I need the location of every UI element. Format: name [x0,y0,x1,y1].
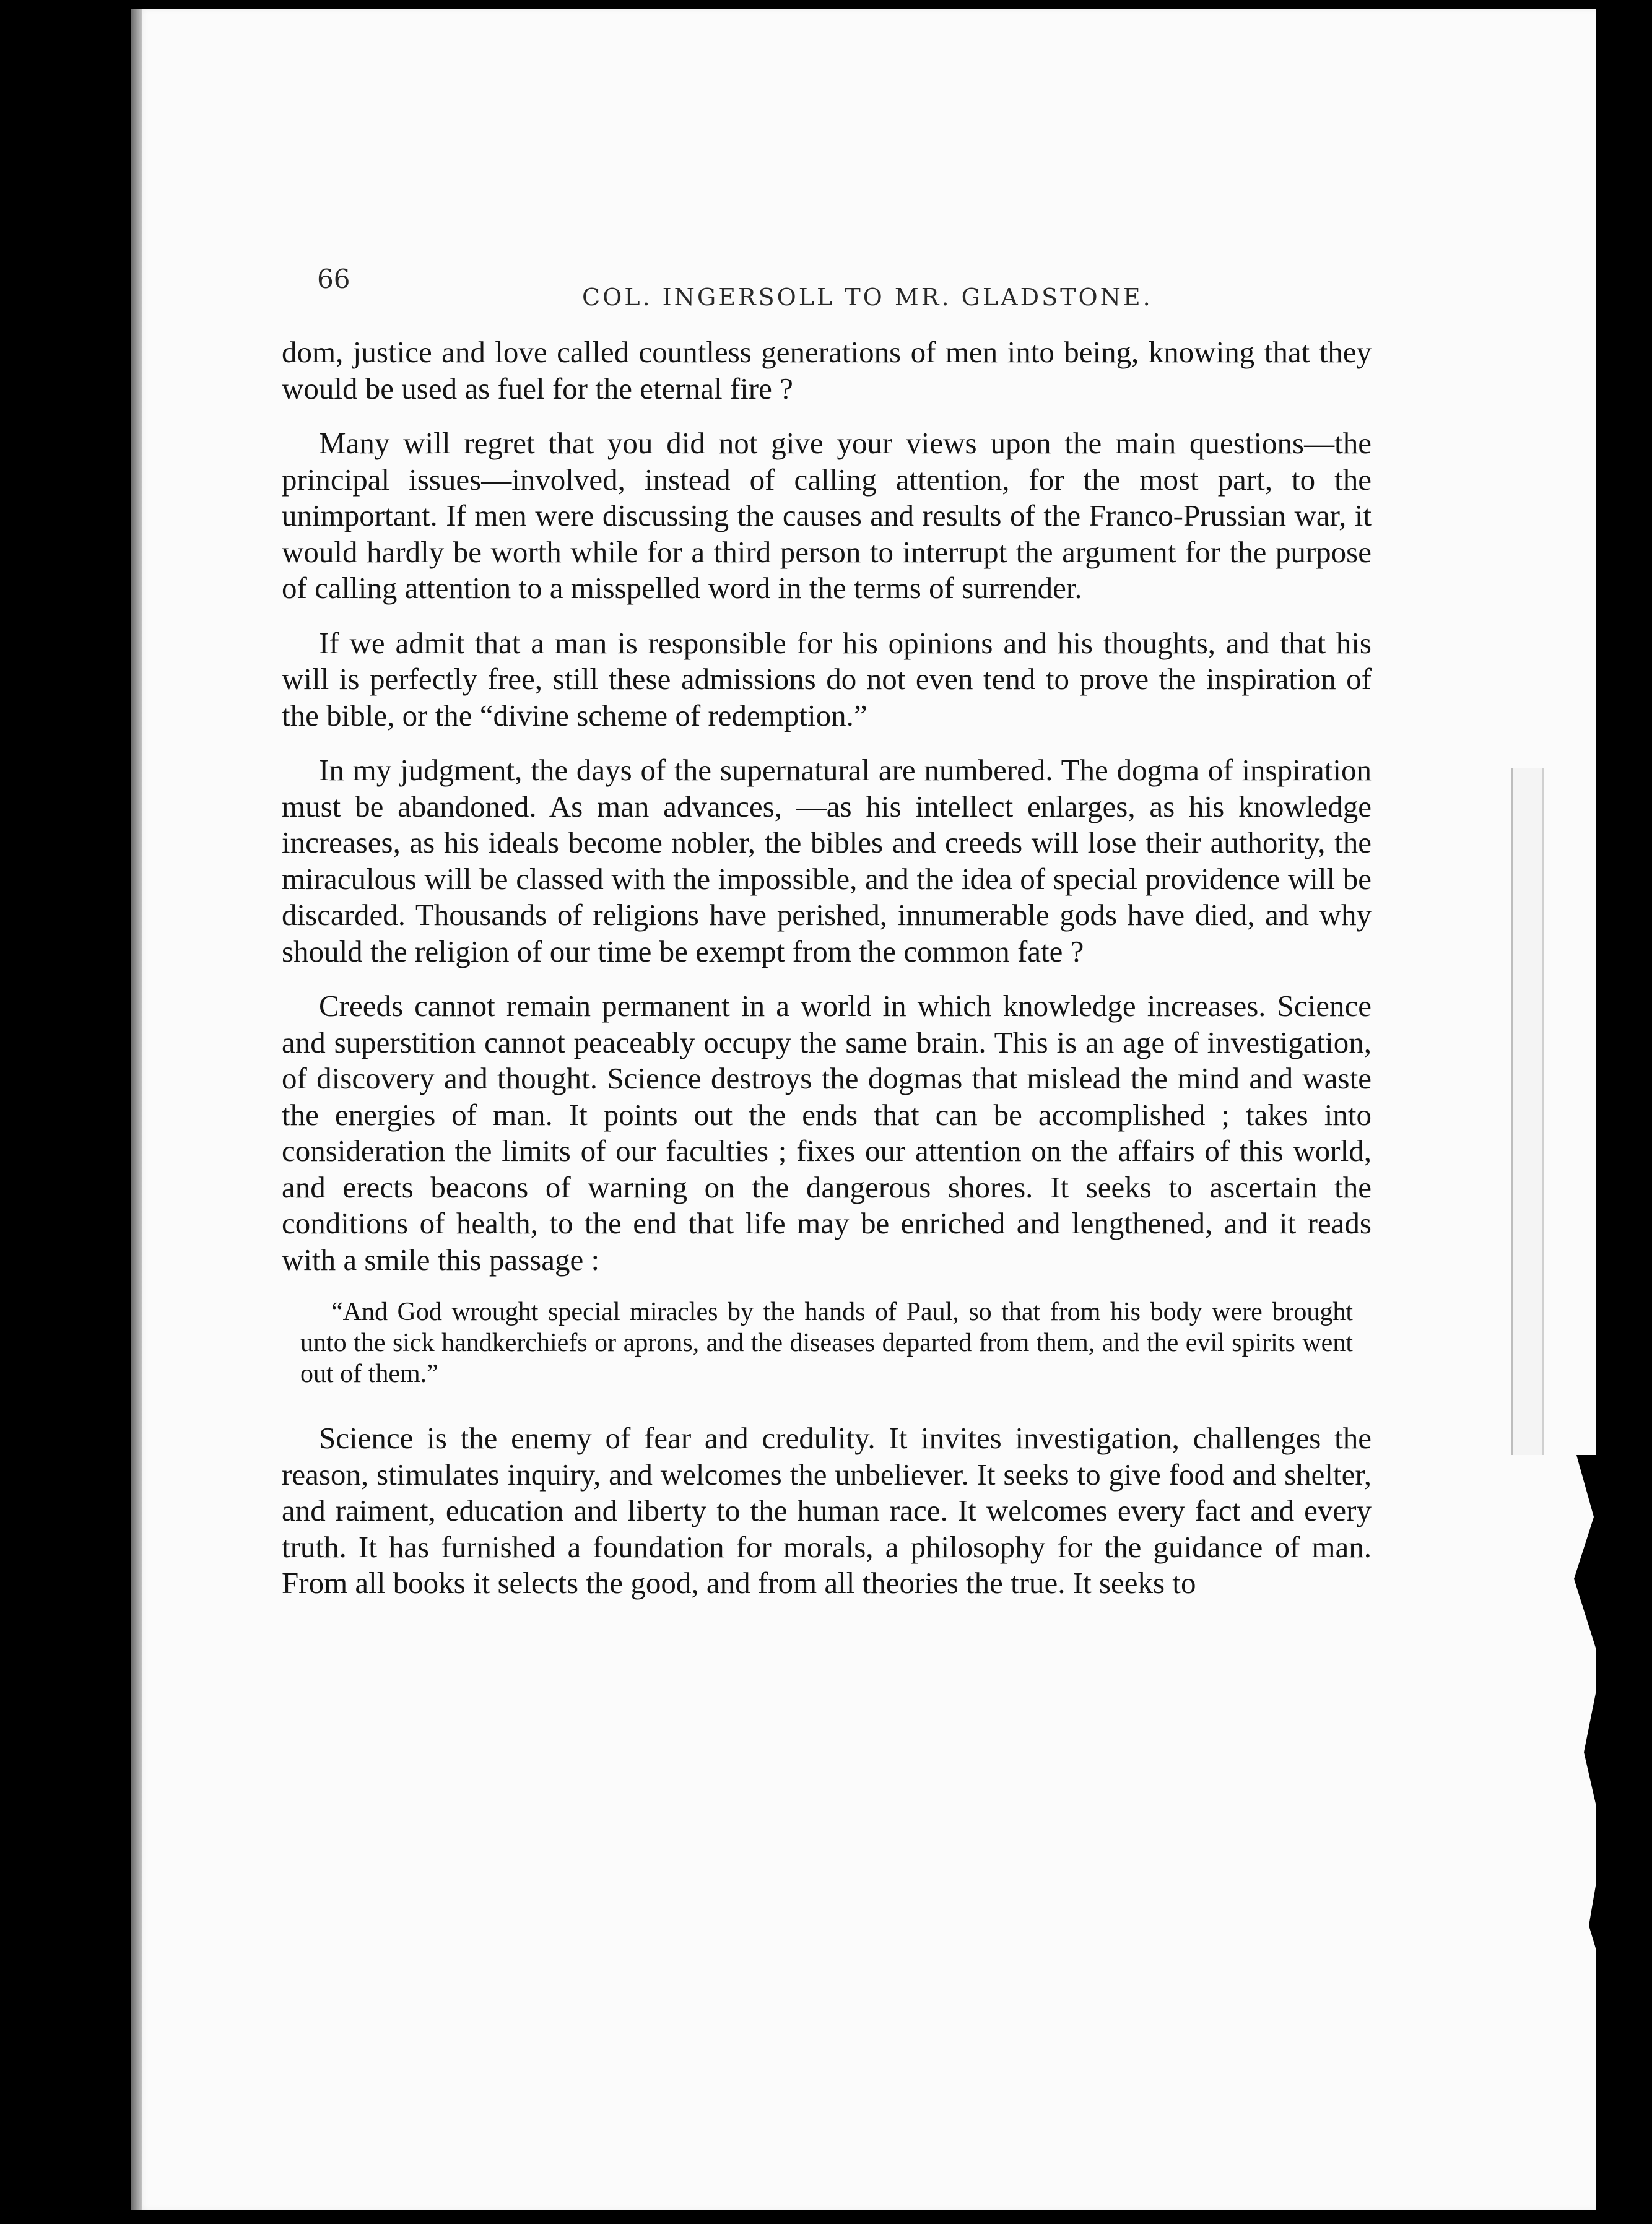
running-head: COL. INGERSOLL TO MR. GLADSTONE. [582,284,1153,311]
paragraph-5: Creeds cannot remain permanent in a world in which knowledge increases. Science and superstition cannot peaceably occupy the same brain. This is an age of investigation, of discovery and thought. Science destroys the dogmas that mislead the mind and waste the energies of man. It points out the ends that can be accomplished ; takes into consideration the limits of our faculties ; fixes our attention on the affairs of this world, and erects beacons of warning on the dangerous shores. It seeks to ascertain the conditions of health, to the end that life may be enriched and lengthened, and it reads with a smile this passage : [282,989,1372,1277]
paragraph-2: Many will regret that you did not give your views upon the main questions—the principal issues—involved, instead of calling attention, for the most part, to the unimportant. If men were discussing the causes and results of the Franco-Prussian war, it would hardly be worth while for a third person to interrupt the argument for the purpose of calling attention to a misspelled word in the terms of surrender. [282,426,1372,605]
scripture-quote: “And God wrought special miracles by the hands of Paul, so that from his body were brought unto the sick handkerchiefs or aprons, and the diseases departed from them, and the evil spirits went out of them.” [300,1298,1353,1388]
binding-tape [1511,768,1544,1455]
paragraph-4: In my judgment, the days of the supernatural are numbered. The dogma of inspiration must be abandoned. As man advances, —as his intellect enlarges, as his knowledge increases, as his ideals become nobler, the bibles and creeds will lose their authority, the miraculous will be classed with the impossible, and the idea of special providence will be discarded. Thousands of religions have perished, innumerable gods have died, and why should the religion of our time be exempt from the common fate ? [282,753,1372,968]
page-number: 66 [317,264,350,294]
page-gutter-shadow [131,9,142,2210]
body-text [282,334,1372,1620]
paragraph-6: Science is the enemy of fear and credulity. It invites investigation, challenges the reason, stimulates inquiry, and welcomes the unbeliever. It seeks to give food and shelter, and raiment, education and liberty to the human race. It welcomes every fact and every truth. It has furnished a foundation for morals, a philosophy for the guidance of man. From all books it selects the good, and from all theories the true. It seeks to [282,1421,1372,1600]
paragraph-3: If we admit that a man is responsible for his opinions and his thoughts, and that his will is perfectly free, still these admissions do not even tend to prove the inspiration of the bible, or the “divine scheme of redemption.” [282,625,1372,732]
paragraph-1: dom, justice and love called countless generations of men into being, knowing that they would be used as fuel for the eternal fire ? [282,335,1372,406]
page-header [310,259,1486,321]
